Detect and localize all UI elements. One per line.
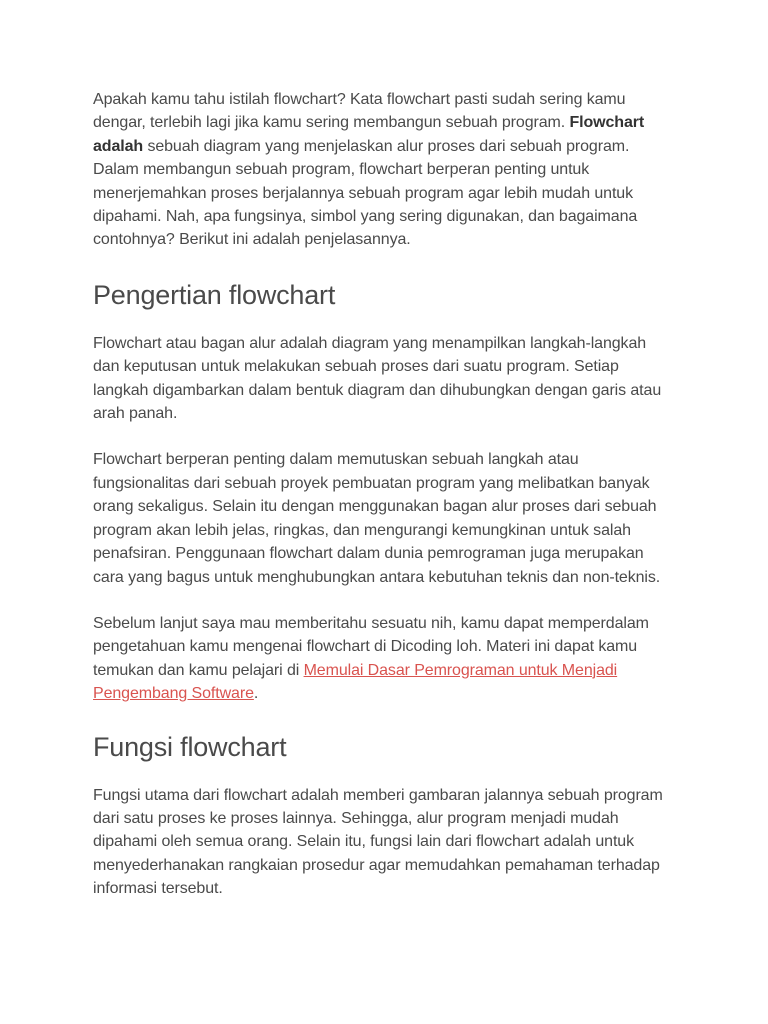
intro-paragraph [93, 88, 675, 252]
pengertian-paragraph-1: Flowchart atau bagan alur adalah diagram yang menampilkan langkah-langkah dan keputusan untuk melakukan sebuah proses dari suatu program. Setiap langkah digambarkan dalam bentuk diagram dan dihubungkan dengan garis atau arah panah. [93, 334, 662, 423]
intro-text-after: sebuah diagram yang menjelaskan alur proses dari sebuah program. Dalam membangun sebuah program, flowchart berperan penting untuk menerjemahkan proses berjalannya sebuah program agar lebih mudah untuk dipahami. Nah, apa fungsinya, simbol yang sering digunakan, dan bagaimana contohnya? Berikut ini adalah penjelasannya. [93, 137, 638, 249]
heading-fungsi: Fungsi flowchart [93, 731, 287, 762]
paragraph-3-text-before: Sebelum lanjut saya mau memberitahu sesuatu nih, kamu dapat memperdalam pengetahuan kamu mengenai flowchart di Dicoding loh. Materi ini dapat kamu temukan dan kamu pelajari di [93, 614, 649, 679]
paragraph-3-text-after: . [253, 685, 259, 703]
pengertian-paragraph-3 [93, 612, 675, 706]
fungsi-paragraph-1: Fungsi utama dari flowchart adalah memberi gambaran jalannya sebuah program dari satu proses ke proses lainnya. Sehingga, alur program menjadi mudah dipahami oleh semua orang. Selain itu, fungsi lain dari flowchart adalah untuk menyederhanakan rangkaian prosedur agar memudahkan pemahaman terhadap informasi tersebut. [93, 786, 663, 898]
article-body [93, 88, 675, 901]
intro-text-before: Apakah kamu tahu istilah flowchart? Kata flowchart pasti sudah sering kamu dengar, terlebih lagi jika kamu sering membangun sebuah program. [93, 91, 626, 132]
pengertian-paragraph-2: Flowchart berperan penting dalam memutuskan sebuah langkah atau fungsionalitas dari sebuah proyek pembuatan program yang melibatkan banyak orang sekaligus. Selain itu dengan menggunakan bagan alur proses dari sebuah program akan lebih jelas, ringkas, dan mengurangi kemungkinan untuk salah penafsiran. Penggunaan flowchart dalam dunia pemrograman juga merupakan cara yang bagus untuk menghubungkan antara kebutuhan teknis dan non-teknis. [93, 451, 661, 586]
heading-pengertian: Pengertian flowchart [93, 279, 336, 310]
course-link[interactable]: Memulai Dasar Pemrograman untuk Menjadi Pengembang Software [93, 661, 618, 703]
intro-bold-term: Flowchart adalah [93, 114, 645, 155]
